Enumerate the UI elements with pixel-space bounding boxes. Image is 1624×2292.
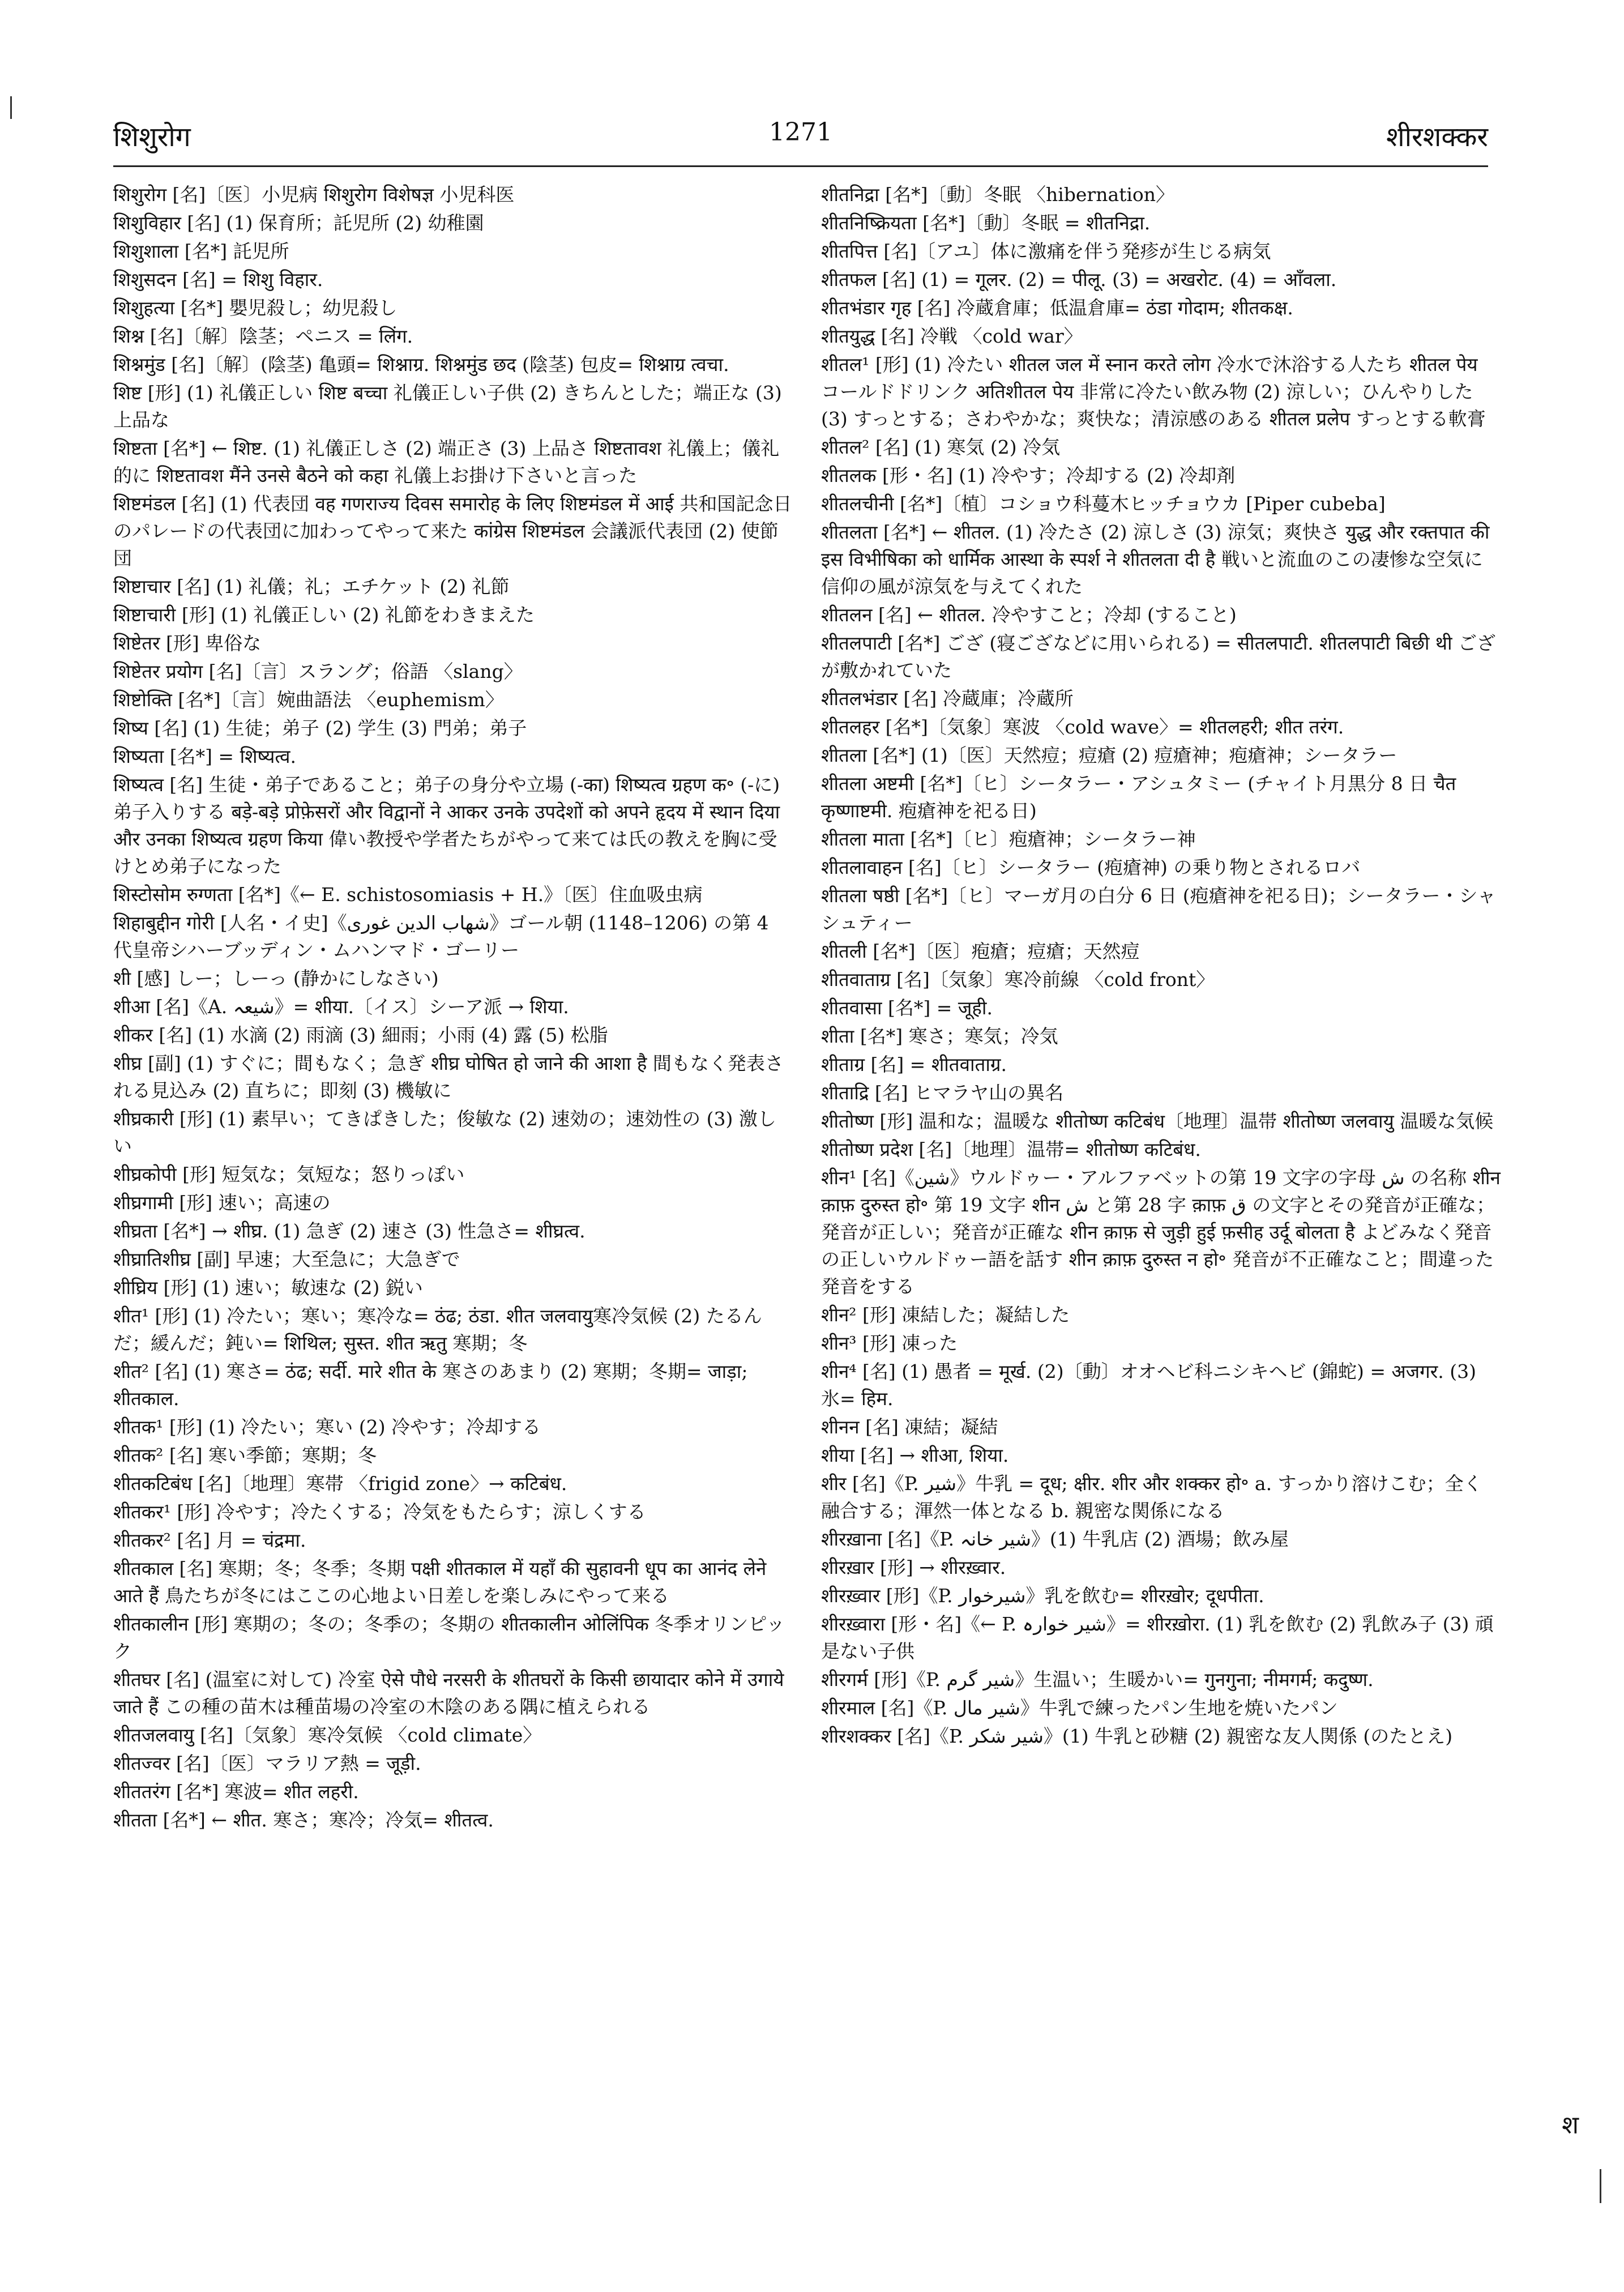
- dictionary-entry: शीत¹ [形] (1) 冷たい；寒い；寒冷な= ठंढ; ठंडा. शीत जलवायु寒冷気候 (2) たるんだ；緩んだ；鈍い= शिथिल; सुस्त. शीत ऋतु 寒期；冬: [113, 1305, 762, 1354]
- dictionary-entry: शीतवासा [名*] = जूही.: [821, 997, 993, 1019]
- dictionary-entry: शीतला अष्टमी [名*]〔ヒ〕シータラー・アシュタミー (チャイト月黒分 8 日 चैत कृष्णाष्टमी. 疱瘡神を祀る日): [821, 772, 1456, 822]
- dictionary-entry: शीआ [名]《A. شیعہ》= शीया.〔イス〕シーア派 → शिया.: [113, 996, 569, 1018]
- dictionary-entry: शिहाबुद्दीन गोरी [人名・イ史]《شهاب الدين غوری》ゴール朝 (1148–1206) の第 4 代皇帝シハーブッディン・ムハンマド・ゴーリー: [113, 912, 769, 961]
- dictionary-entry: शीतकर² [名] 月 = चंद्रमा.: [113, 1529, 306, 1551]
- dictionary-entry: शीन⁴ [名] (1) 愚者 = मूर्ख. (2)〔動〕オオヘビ科ニシキヘビ (錦蛇) = अजगर. (3) 氷= हिम.: [821, 1360, 1476, 1410]
- dictionary-entry: शिष्टमंडल [名] (1) 代表団 वह गणराज्य दिवस समारोह के लिए शिष्टमंडल में आई 共和国記念日のパレードの代表団に加わってやって来た कांग्रेस शिष्टमंडल 会議派代表団 (2) 使節団: [113, 493, 792, 569]
- dictionary-entry: शीतलता [名*] ← शीतल. (1) 冷たさ (2) 涼しさ (3) 涼気；爽快さ युद्ध और रक्तपात की इस विभीषिका को धार्मिक आस्था के स्पर्श ने शीतलता दी है 戦いと流血のこの凄惨な空気に信仰の風が涼気を与えてくれた: [821, 521, 1490, 597]
- dictionary-entry: शिष्टाचारी [形] (1) 礼儀正しい (2) 礼節をわきまえた: [113, 604, 535, 626]
- dictionary-entry: शिशुविहार [名] (1) 保育所；託児所 (2) 幼稚園: [113, 212, 484, 234]
- dictionary-entry: शिशुसदन [名] = शिशु विहार.: [113, 268, 323, 291]
- dictionary-entry: शिष्यता [名*] = शिष्यत्व.: [113, 745, 296, 767]
- dictionary-entry: शीघ्रता [名*] → शीघ्र. (1) 急ぎ (2) 速さ (3) 性急さ= शीघ्रत्व.: [113, 1220, 586, 1242]
- dictionary-entry: शिष्यत्व [名] 生徒・弟子であること；弟子の身分や立場 (-का) शिष्यत्व ग्रहण क॰ (-に) 弟子入りする बड़े-बड़े प्रोफ़ेसरों और विद्वानों ने आकर उनके उपदेशों को अपने हृदय में स्थान दिया और उनका शिष्यत्व ग्रहण किया 偉い教授や学者たちがやって来ては氏の教えを胸に受けとめ弟子になった: [113, 774, 780, 877]
- dictionary-entry: शीरगर्म [形]《P. شیر گرم》生温い；生暖かい= गुनगुना; नीमगर्म; कदुष्ण.: [821, 1668, 1374, 1691]
- dictionary-entry: शिष्टेतर प्रयोग [名]〔言〕スラング；俗語 〈slang〉: [113, 660, 523, 682]
- dictionary-entry: शी [感] しー；しーっ (静かにしなさい): [113, 967, 439, 989]
- dictionary-entry: शीतफल [名] (1) = गूलर. (2) = पीलू. (3) = अखरोट. (4) = आँवला.: [821, 268, 1337, 291]
- dictionary-entry: शीतनिष्क्रियता [名*]〔動〕冬眠 = शीतनिद्रा.: [821, 212, 1151, 234]
- dictionary-entry: शीघ्रिय [形] (1) 速い；敏速な (2) 鋭い: [113, 1277, 423, 1299]
- dictionary-entry: शीघ्रकोपी [形] 短気な；気短な；怒りっぽい: [113, 1163, 465, 1185]
- header-rule: [113, 165, 1488, 167]
- dictionary-entry: शीनन [名] 凍結；凝結: [821, 1416, 998, 1438]
- margin-mark: [1600, 2169, 1601, 2203]
- dictionary-entry: शिश्न [名]〔解〕陰茎；ペニス = लिंग.: [113, 325, 413, 347]
- dictionary-entry: शिष्ट [形] (1) 礼儀正しい शिष्ट बच्चा 礼儀正しい子供 (2) きちんとした；端正な (3) 上品な: [113, 382, 782, 431]
- dictionary-entry: शीतता [名*] ← शीत. 寒さ；寒冷；冷気= शीतत्व.: [113, 1809, 494, 1831]
- right-column: [821, 181, 1501, 1751]
- dictionary-entry: शिशुहत्या [名*] 嬰児殺し；幼児殺し: [113, 297, 398, 319]
- dictionary-entry: शीताद्रि [名] ヒマラヤ山の異名: [821, 1082, 1064, 1104]
- dictionary-entry: शिस्टोसोम रुग्णता [名*]《← E. schistosomiasis + H.》〔医〕住血吸虫病: [113, 883, 703, 906]
- dictionary-entry: शिशुशाला [名*] 託児所: [113, 240, 289, 262]
- dictionary-entry: शीता [名*] 寒さ；寒気；冷気: [821, 1025, 1058, 1047]
- dictionary-entry: शीतला माता [名*]〔ヒ〕疱瘡神；シータラー神: [821, 828, 1196, 850]
- dictionary-entry: शिशुरोग [名]〔医〕小児病 शिशुरोग विशेषज्ञ 小児科医: [113, 183, 515, 206]
- dictionary-entry: शीतघर [名] (温室に対して) 冷室 ऐसे पौधे नरसरी के शीतघरों के किसी छायादार कोने में उगाये जाते हैं この種の苗木は種苗場の冷室の木陰のある隅に植えられる: [113, 1668, 784, 1718]
- dictionary-entry: शीन¹ [名]《شين》ウルドゥー・アルファベットの第 19 文字の字母 ش の名称 शीन क़ाफ़ दुरुस्त हो॰ 第 19 文字 शीन ش と第 28 字 क़ाफ़ ق の文字とその発音が正確な；発音が正しい；発音が正確な शीन क़ाफ़ से जुड़ी हुई फ़सीह उर्दू बोलता है よどみなく発音の正しいウルドゥー語を話す शीन क़ाफ़ दुरुस्त न हो॰ 発音が不正確なこと；間違った発音をする: [821, 1167, 1501, 1297]
- dictionary-entry: शीतजलवायु [名]〔気象〕寒冷気候 〈cold climate〉: [113, 1724, 542, 1746]
- dictionary-entry: शीरशक्कर [名]《P. شیر شکر》(1) 牛乳と砂糖 (2) 親密な友人関係 (のたとえ): [821, 1725, 1453, 1747]
- dictionary-entry: शीन³ [形] 凍った: [821, 1332, 958, 1354]
- dictionary-entry: शीतकाल [名] 寒期；冬；冬季；冬期 पक्षी शीतकाल में यहाँ की सुहावनी धूप का आनंद लेने आते हैं 鳥たちが冬にはここの心地よい日差しを楽しみにやって来る: [113, 1557, 767, 1607]
- dictionary-entry: शीघ्रगामी [形] 速い；高速の: [113, 1192, 331, 1214]
- dictionary-entry: शीतकर¹ [形] 冷やす；冷たくする；冷気をもたらす；涼しくする: [113, 1501, 646, 1523]
- dictionary-entry: शीतली [名*]〔医〕疱瘡；痘瘡；天然痘: [821, 940, 1140, 962]
- dictionary-entry: शीघ्र [副] (1) すぐに；間もなく；急ぎ शीघ्र घोषित हो जाने की आशा है 間もなく発表される見込み (2) 直ちに；即刻 (3) 機敏に: [113, 1052, 784, 1102]
- dictionary-entry: शीर [名]《P. شیر》牛乳 = दूध; क्षीर. शीर और शक्कर हो॰ a. すっかり溶けこむ；全く融合する；渾然一体となる b. 親密な関係になる: [821, 1472, 1482, 1522]
- dictionary-entry: शीतकटिबंध [名]〔地理〕寒帯 〈frigid zone〉→ कटिबंध.: [113, 1472, 567, 1495]
- dictionary-entry: शीतला [名*] (1)〔医〕天然痘；痘瘡 (2) 痘瘡神；疱瘡神；シータラー: [821, 744, 1398, 766]
- dictionary-entry: शिष्टता [名*] ← शिष्ट. (1) 礼儀正しさ (2) 端正さ (3) 上品さ शिष्टतावश 礼儀上；儀礼的に शिष्टतावश मैंने उनसे बैठने को कहा 礼儀上お掛け下さいと言った: [113, 437, 780, 486]
- dictionary-entry: शीतवाताग्र [名]〔気象〕寒冷前線 〈cold front〉: [821, 968, 1215, 991]
- dictionary-entry: शिष्य [名] (1) 生徒；弟子 (2) 学生 (3) 門弟；弟子: [113, 717, 527, 739]
- dictionary-entry: शीतला षष्ठी [名*]〔ヒ〕マーガ月の白分 6 日 (疱瘡神を祀る日)；シータラー・シャシュティー: [821, 885, 1496, 934]
- header-last-headword: शीरशक्कर: [1386, 121, 1488, 153]
- dictionary-entry: शीतल¹ [形] (1) 冷たい शीतल जल में स्नान करते लोग 冷水で沐浴する人たち शीतल पेय コールドドリンク अतिशीतल पेय 非常に冷たい飲み物 (2) 涼しい；ひんやりした (3) すっとする；さわやかな；爽快な；清涼感のある शीतल प्रलेप すっとする軟膏: [821, 353, 1486, 430]
- dictionary-entry: शीरख़ाना [名]《P. شیر خانہ》(1) 牛乳店 (2) 酒場；飲み屋: [821, 1528, 1289, 1550]
- dictionary-entry: शीतनिद्रा [名*]〔動〕冬眠 〈hibernation〉: [821, 183, 1175, 206]
- dictionary-entry: शीतभंडार गृह [名] 冷蔵倉庫；低温倉庫= ठंडा गोदाम; शीतकक्ष.: [821, 297, 1293, 319]
- dictionary-entry: शिष्टेतर [形] 卑俗な: [113, 632, 262, 654]
- dictionary-entry: शीतक¹ [形] (1) 冷たい；寒い (2) 冷やす；冷却する: [113, 1416, 541, 1438]
- dictionary-entry: शीया [名] → शीआ, शिया.: [821, 1444, 1009, 1466]
- dictionary-entry: शिष्टोक्ति [名*]〔言〕婉曲語法 〈euphemism〉: [113, 689, 504, 711]
- dictionary-entry: शिश्नमुंड [名]〔解〕(陰茎) 亀頭= शिश्नाग्र. शिश्नमुंड छद (陰茎) 包皮= शिश्नाग्र त्वचा.: [113, 353, 729, 375]
- dictionary-entry: शीताग्र [名] = शीतवाताग्र.: [821, 1053, 1007, 1075]
- dictionary-entry: शीतलक [形・名] (1) 冷やす；冷却する (2) 冷却剤: [821, 464, 1236, 486]
- dictionary-entry: शीत² [名] (1) 寒さ= ठंढ; सर्दी. मारे शीत के 寒さのあまり (2) 寒期；冬期= जाड़ा; शीतकाल.: [113, 1360, 748, 1410]
- dictionary-entry: शीततरंग [名*] 寒波= शीत लहरी.: [113, 1781, 359, 1803]
- dictionary-entry: शीतलचीनी [名*]〔植〕コショウ科蔓木ヒッチョウカ [Piper cubeba]: [821, 493, 1386, 515]
- dictionary-entry: शीरख़्वारा [形・名]《← P. شیر خوارہ》= शीरख़ोरा. (1) 乳を飲む (2) 乳飲み子 (3) 頑是ない子供: [821, 1613, 1494, 1662]
- dictionary-entry: शीकर [名] (1) 水滴 (2) 雨滴 (3) 細雨；小雨 (4) 露 (5) 松脂: [113, 1024, 608, 1046]
- dictionary-entry: शिष्टाचार [名] (1) 礼儀；礼；エチケット (2) 礼節: [113, 575, 510, 597]
- dictionary-entry: शीतलपाटी [名*] ござ (寝ござなどに用いられる) = सीतलपाटी. शीतलपाटी बिछी थी ござが敷かれていた: [821, 632, 1496, 681]
- dictionary-entry: शीतलन [名] ← शीतल. 冷やすこと；冷却 (すること): [821, 604, 1237, 626]
- dictionary-entry: शीतलहर [名*]〔気象〕寒波 〈cold wave〉= शीतलहरी; शीत तरंग.: [821, 716, 1344, 738]
- header-first-headword: शिशुरोग: [113, 121, 191, 153]
- dictionary-entry: शीतकालीन [形] 寒期の；冬の；冬季の；冬期の शीतकालीन ओलिंपिक 冬季オリンピック: [113, 1613, 785, 1662]
- dictionary-entry: शीतज्वर [名]〔医〕マラリア熱 = जूड़ी.: [113, 1752, 421, 1774]
- dictionary-entry: शीन² [形] 凍結した；凝結した: [821, 1304, 1070, 1326]
- dictionary-entry: शीघ्रकारी [形] (1) 素早い；てきぱきした；俊敏な (2) 速効の；速効性の (3) 激しい: [113, 1108, 776, 1157]
- section-thumb-index: श: [1562, 2111, 1579, 2140]
- left-column: [113, 181, 793, 1835]
- page-header: [113, 118, 1488, 163]
- dictionary-entry: शीतोष्ण प्रदेश [名]〔地理〕温帯= शीतोष्ण कटिबंध.: [821, 1138, 1201, 1160]
- dictionary-entry: शीरमाल [名]《P. شیر مال》牛乳で練ったパン生地を焼いたパン: [821, 1697, 1338, 1719]
- dictionary-entry: शीतोष्ण [形] 温和な；温暖な शीतोष्ण कटिबंध〔地理〕温帯 शीतोष्ण जलवायु 温暖な気候: [821, 1110, 1494, 1132]
- dictionary-entry: शीतल² [名] (1) 寒気 (2) 冷気: [821, 436, 1061, 458]
- dictionary-entry: शीतपित्त [名]〔アユ〕体に激痛を伴う発疹が生じる病気: [821, 240, 1271, 262]
- dictionary-entry: शीरख़्वार [形]《P. شیرخوار》乳を飲む= शीरख़ोर; दूधपीता.: [821, 1585, 1264, 1607]
- dictionary-entry: शीतक² [名] 寒い季節；寒期；冬: [113, 1444, 377, 1466]
- dictionary-entry: शीरख़ार [形] → शीरख़्वार.: [821, 1556, 1006, 1578]
- margin-mark: [10, 96, 12, 119]
- dictionary-entry: शीघ्रातिशीघ्र [副] 早速；大至急に；大急ぎで: [113, 1248, 460, 1270]
- dictionary-entry: शीतयुद्ध [名] 冷戦 〈cold war〉: [821, 325, 1083, 347]
- dictionary-entry: शीतलावाहन [名]〔ヒ〕シータラー (疱瘡神) の乗り物とされるロバ: [821, 856, 1361, 878]
- page-number: 1271: [769, 118, 832, 147]
- dictionary-entry: शीतलभंडार [名] 冷蔵庫；冷蔵所: [821, 688, 1074, 710]
